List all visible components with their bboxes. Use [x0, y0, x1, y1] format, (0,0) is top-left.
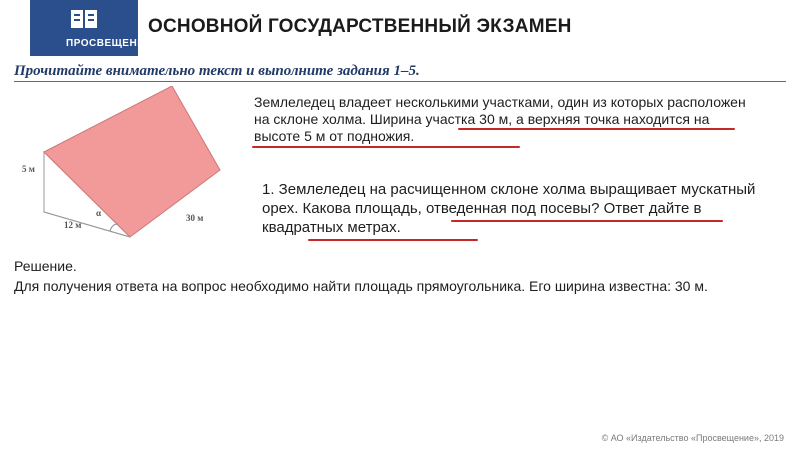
book-logo-icon — [70, 8, 98, 30]
publisher-logo — [30, 0, 153, 56]
divider — [14, 81, 786, 82]
header — [0, 0, 800, 56]
width-label: 30 м — [186, 213, 204, 223]
highlight-underline — [458, 128, 735, 130]
base-label: 12 м — [64, 220, 82, 230]
problem-intro: Землеледец владеет несколькими участками, один из которых расположен на склоне холма. Ширина участка 30 м, а верхняя точка находится на высоте 5 м от подножия. — [254, 94, 746, 144]
question-1: 1. Землеледец на расчищенном склоне холма выращивает мускатный орех. Какова площадь, отведенная под посевы? Ответ дайте в квадратных метрах. — [262, 181, 756, 236]
highlight-underline — [451, 220, 723, 222]
hill-slope-figure — [14, 86, 234, 246]
solution-text: Для получения ответа на вопрос необходимо найти площадь прямоугольника. Его ширина известна: 30 м. — [14, 278, 708, 294]
task-instruction: Прочитайте внимательно текст и выполните задания 1–5. — [14, 63, 420, 79]
height-label: 5 м — [22, 164, 35, 174]
solution-heading: Решение. — [14, 258, 77, 274]
page-title: ОСНОВНОЙ ГОСУДАРСТВЕННЫЙ ЭКЗАМЕН — [148, 16, 572, 37]
copyright-footer: © АО «Издательство «Просвещение», 2019 — [601, 433, 784, 443]
logo-text: ПРОСВЕЩЕНИЕ — [66, 38, 153, 49]
highlight-underline — [252, 146, 520, 148]
highlight-underline — [308, 239, 478, 241]
angle-label: α — [96, 208, 102, 218]
